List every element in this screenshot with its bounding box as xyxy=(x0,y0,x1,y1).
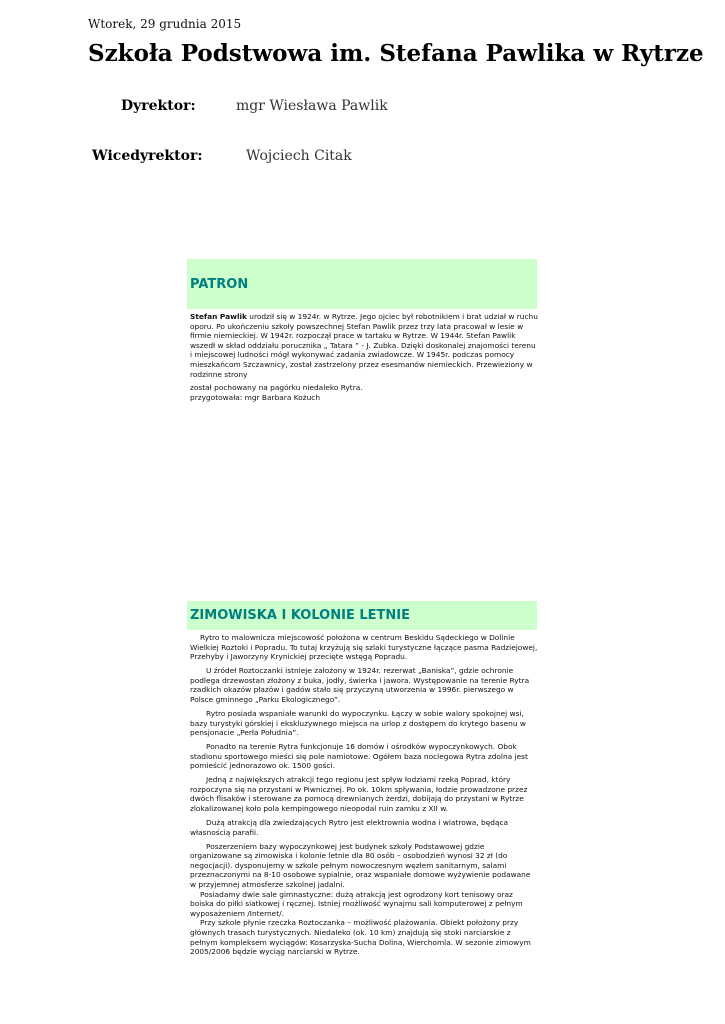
camps-paragraph: Dużą atrakcją dla zwiedzających Rytro jest elektrownia wodna i wiatrowa, będąca własnością parafii. xyxy=(190,818,509,837)
patron-burial: został pochowany na pagórku niedaleko Rytra. xyxy=(190,383,363,393)
camps-paragraph: U źródeł Roztoczanki istnieje założony w 1924r. rezerwat „Baniska”, gdzie ochronie podlega drzewostan złożony z buka, jodły, świerka i jawora. Występowanie na terenie Rytra rzadkich okazów płazów i gadów stało się przyczyną utworzenia w 1996r. pierwszego w Polsce gminnego „Parku Ekologicznego”. xyxy=(190,666,530,704)
patron-body xyxy=(190,312,538,402)
patron-section-header xyxy=(187,259,537,309)
camps-paragraph: Poszerzeniem bazy wypoczynkowej jest budynek szkoły Podstawowej gdzie organizowane są zimowiska i kolonie letnie dla 80 osób – osobodzień wynosi 32 zł (do negocjacji). dysponujemy w szkole pełnym nowoczesnym węzłem sanitarnym, salami przeznaczonymi na 8-10 osobowe sypialnie, oraz wspaniałe domowe wyżywienie podawane w przyjemnej atmosferze szkolnej jadalni. xyxy=(190,841,531,889)
camps-heading: ZIMOWISKA I KOLONIE LETNIE xyxy=(190,608,410,623)
vice-director-label: Wicedyrektor: xyxy=(92,148,203,164)
camps-paragraph: Posiadamy dwie sale gimnastyczne: dużą atrakcją jest ogrodzony kort tenisowy oraz boiska do piłki siatkowej i ręcznej. Istniej możliwość wynajmu sali komputerowej z pełnym wyposażeniem /Internet/. xyxy=(190,889,523,918)
director-label: Dyrektor: xyxy=(121,98,196,114)
camps-paragraph: Rytro posiada wspaniałe warunki do wypoczynku. Łączy w sobie walory spokojnej wsi, bazy turystyki górskiej i ekskluzywnego miejsca na urlop z dostępem do krytego basenu w pensjonacie „Perła Południa”. xyxy=(190,708,526,738)
patron-author: przygotowała: mgr Barbara Kożuch xyxy=(190,392,321,402)
page-date: Wtorek, 29 grudnia 2015 xyxy=(88,17,242,31)
patron-heading: PATRON xyxy=(190,276,249,292)
camps-body xyxy=(190,633,538,957)
camps-paragraph: Ponadto na terenie Rytra funkcjonuje 16 domów i ośrodków wypoczynkowych. Obok stadionu sportowego mieści się pole namiotowe. Ogółem baza noclegowa Rytra zdolna jest pomieścić jednorazowo ok. 1500 gości. xyxy=(190,742,528,771)
vice-director-name: Wojciech Citak xyxy=(246,148,352,164)
page-title: Szkoła Podstwowa im. Stefana Pawlika w Rytrze xyxy=(88,40,704,67)
camps-section-header xyxy=(187,601,537,630)
camps-paragraph: Przy szkole płynie rzeczka Roztoczanka – możliwość plażowania. Obiekt położony przy głównych trasach turystycznych. Niedaleko (ok. 10 km) znajdują się stoki narciarskie z pełnym kompleksem wyciągów: Kosarzyska-Sucha Dolina, Wierchomla. W sezonie zimowym 2005/2006 będzie wyciąg narciarski w Rytrze. xyxy=(190,918,531,957)
patron-bio xyxy=(190,312,538,379)
patron-bio-text: urodził się w 1924r. w Rytrze. Jego ojciec był robotnikiem i brat udział w ruchu oporu. Po ukończeniu szkoły powszechnej Stefan Pawlik przez trzy lata pracował w lesie w firmie niemieckiej. W 1942r. rozpoczął prace w tartaku w Rytrze. W 1944r. Stefan Pawlik wszedł w skład oddziału porucznika „ Tatara ” - J. Zubka. Dzięki doskonalej znajomości terenu i miejscowej ludności mógł wykonywać zadania zwiadowcze. W 1945r. podczas pomocy mieszkańcom Szczawnicy, został zastrzelony przez esesmanów niemieckich. Przewieziony w rodzinne strony xyxy=(190,312,538,379)
camps-paragraph: Rytro to malownicza miejscowość położona w centrum Beskidu Sądeckiego w Dolinie Wielkiej Roztoki i Popradu. To tutaj krzyżują się szlaki turystyczne łączące pasma Radziejowej, Przehyby i Jaworzyny Krynickiej przecięte wstęgą Popradu. xyxy=(190,633,538,662)
camps-paragraph: Jedną z największych atrakcji tego regionu jest spływ łodziami rzeką Poprad, który rozpoczyna się na przystani w Piwnicznej. Po ok. 10km spływania, łodzie prowadzone przez dwóch flisaków i sterowane za pomocą drewnianych żerdzi, dobijają do przystani w Rytrze zlokalizowanej koło pola kempingowego nieopodal ruin zamku z XII w. xyxy=(190,775,528,814)
director-name: mgr Wiesława Pawlik xyxy=(236,98,388,114)
patron-name: Stefan Pawlik xyxy=(190,312,247,321)
